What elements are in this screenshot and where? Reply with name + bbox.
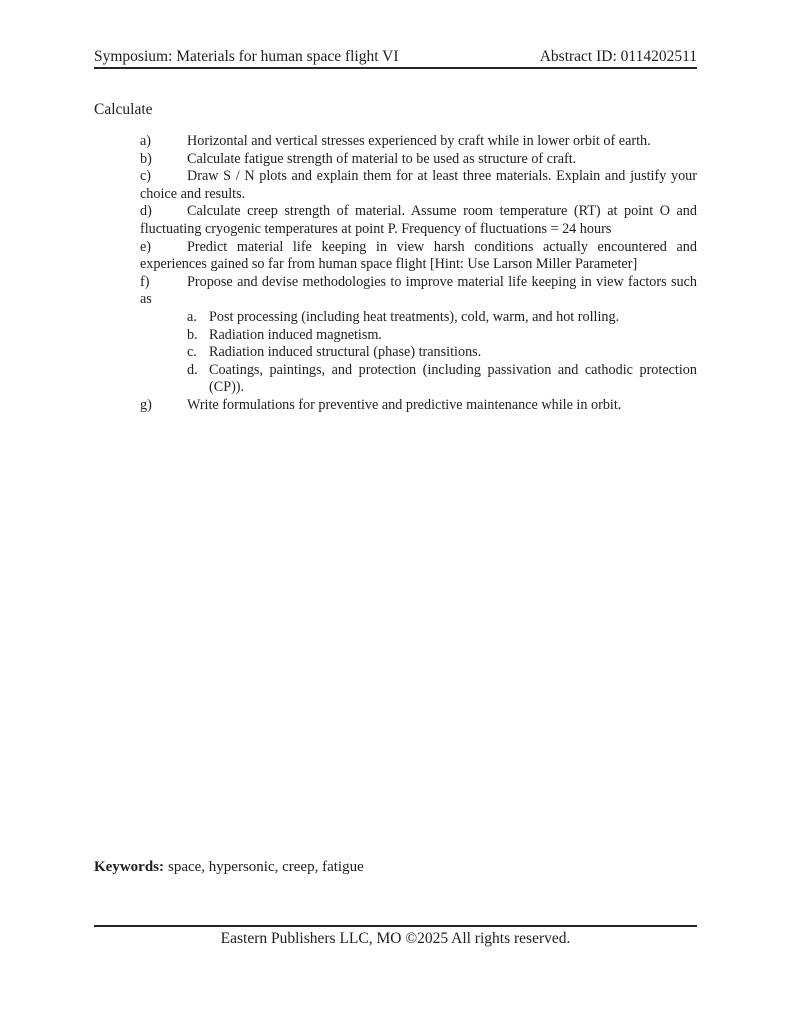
- task-item-text: Draw S / N plots and explain them for at least three materials. Explain and justify your choice and results.: [140, 168, 697, 202]
- task-item-text: Write formulations for preventive and predictive maintenance while in orbit.: [187, 396, 622, 413]
- task-subitem-label: d.: [187, 361, 198, 378]
- task-item-text: Predict material life keeping in view harsh conditions actually encountered and experiences gained so far from human space flight [Hint: Use Larson Miller Parameter]: [140, 238, 697, 273]
- task-item-text: Horizontal and vertical stresses experienced by craft while in lower orbit of earth.: [187, 133, 651, 149]
- task-item-label: g): [140, 396, 152, 413]
- task-subitem-text: Coatings, paintings, and protection (including passivation and cathodic protection (CP)).: [209, 361, 697, 396]
- footer-copyright: Eastern Publishers LLC, MO ©2025 All rights reserved.: [220, 930, 571, 947]
- intro-text: Calculate: [94, 101, 153, 118]
- task-item-label: d): [140, 203, 152, 220]
- task-item-text: Calculate creep strength of material. Assume room temperature (RT) at point O and fluctuating cryogenic temperatures at point P. Frequency of fluctuations = 24 hours: [140, 203, 697, 237]
- task-subitem-label: a.: [187, 308, 197, 325]
- header-abstract-id: Abstract ID: 0114202511: [539, 48, 697, 65]
- task-subitem-text: Radiation induced magnetism.: [209, 326, 382, 343]
- task-item: [140, 151, 697, 169]
- task-item-label: f): [140, 273, 150, 290]
- task-subitem: [187, 326, 697, 345]
- task-subitem-text: Post processing (including heat treatments), cold, warm, and hot rolling.: [209, 308, 620, 325]
- task-subitem: [187, 308, 697, 327]
- task-item: [140, 397, 697, 415]
- task-item: [140, 133, 697, 151]
- keywords-label: Keywords:: [94, 859, 164, 875]
- task-item-text: Propose and devise methodologies to improve material life keeping in view factors such as: [140, 273, 697, 308]
- document-body: [94, 100, 697, 415]
- footer-divider: [94, 925, 697, 927]
- header-symposium-title: Symposium: Materials for human space flight VI: [94, 48, 399, 65]
- task-item: [140, 203, 697, 238]
- task-item-label: a): [140, 133, 152, 149]
- task-subitem-text: Radiation induced structural (phase) transitions.: [209, 344, 482, 361]
- task-item: [140, 239, 697, 274]
- task-item-label: e): [140, 238, 152, 255]
- keywords-line: [94, 858, 697, 877]
- task-subitem: [187, 361, 697, 397]
- task-subitem-label: c.: [187, 344, 197, 361]
- task-item-label: c): [140, 168, 152, 185]
- task-list: [94, 133, 697, 415]
- task-item-label: b): [140, 150, 152, 167]
- keywords-value: space, hypersonic, creep, fatigue: [168, 859, 364, 875]
- task-subitem-label: b.: [187, 326, 198, 343]
- task-item-text: Calculate fatigue strength of material to be used as structure of craft.: [187, 150, 577, 167]
- task-subitem: [187, 344, 697, 362]
- page-header: [94, 47, 697, 69]
- task-item: [140, 274, 697, 309]
- task-item: [140, 168, 697, 203]
